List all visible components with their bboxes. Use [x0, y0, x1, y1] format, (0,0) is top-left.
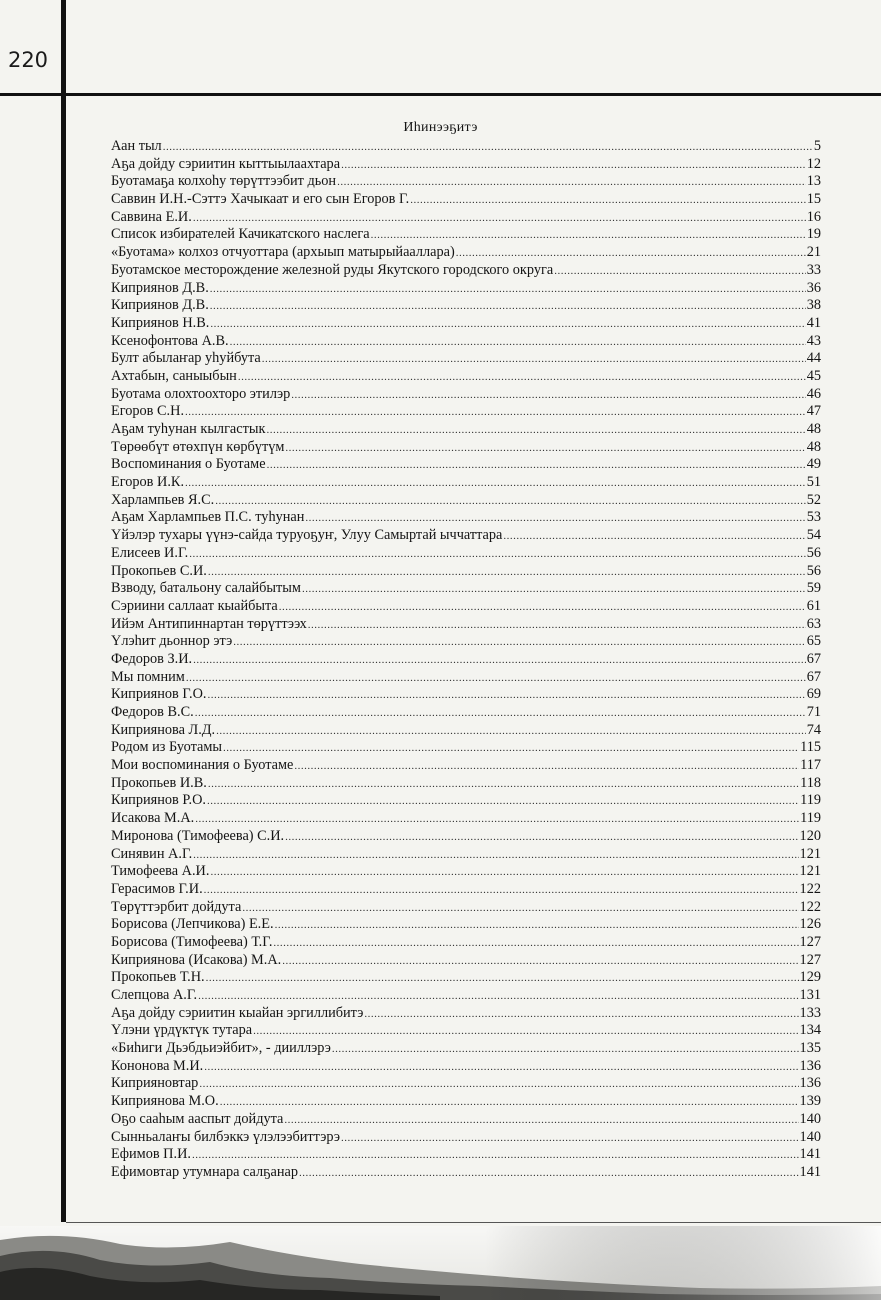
toc-leader-dots	[275, 917, 799, 934]
toc-entry-page: 136	[799, 1057, 821, 1074]
toc-entry-page: 118	[800, 774, 821, 791]
toc-entry	[111, 1075, 821, 1093]
toc-entry	[111, 244, 821, 262]
toc-entry-page: 63	[806, 615, 821, 632]
toc-leader-dots	[285, 440, 805, 457]
toc-entry	[111, 386, 821, 404]
toc-entry-title: Буотама олохтоохторо этилэр	[111, 385, 291, 402]
toc-entry-title: «Буотама» колхоз отчуоттара (архыып матырыйааллара)	[111, 244, 455, 261]
toc-entry-title: Киприяновтар	[111, 1075, 199, 1092]
toc-entry-page: 5	[813, 138, 821, 154]
toc-entry-page: 127	[799, 933, 821, 950]
toc-entry-title: Киприянов Г.О.	[111, 686, 207, 703]
toc-entry-title: Аҕа дойду сэриитин кыайан эргиллибитэ	[111, 1004, 364, 1021]
toc-entry	[111, 439, 821, 457]
toc-entry-title: Ахтабын, саныыбын	[111, 367, 237, 384]
toc-entry	[111, 757, 821, 775]
toc-entry-page: 127	[799, 951, 821, 968]
toc-entry	[111, 598, 821, 616]
toc-entry	[111, 616, 821, 634]
toc-leader-dots	[208, 564, 806, 581]
toc-leader-dots	[294, 758, 799, 775]
toc-entry-title: Егоров И.К.	[111, 474, 185, 491]
toc-entry	[111, 545, 821, 563]
toc-entry-title: Киприянова (Исакова) М.А.	[111, 951, 282, 968]
toc-entry	[111, 368, 821, 386]
toc-entry	[111, 527, 821, 545]
toc-leader-dots	[193, 210, 806, 227]
toc-entry-title: «Биһиги Дьэбдьиэйбит», - дииллэрэ	[111, 1040, 331, 1057]
toc-entry-page: 46	[806, 385, 821, 402]
toc-leader-dots	[332, 1041, 799, 1058]
toc-leader-dots	[195, 705, 806, 722]
toc-leader-dots	[185, 404, 806, 421]
toc-entry-page: 43	[806, 332, 821, 349]
toc-leader-dots	[299, 1165, 799, 1182]
toc-entry-page: 121	[799, 845, 821, 862]
toc-entry-page: 59	[806, 580, 821, 597]
toc-entry-page: 122	[799, 880, 821, 897]
toc-entry	[111, 209, 821, 227]
toc-leader-dots	[284, 1112, 798, 1129]
toc-entry-page: 61	[806, 597, 821, 614]
toc-entry-page: 119	[800, 810, 821, 827]
toc-entry-page: 54	[806, 527, 821, 544]
toc-leader-dots	[456, 245, 806, 262]
toc-entry-page: 141	[799, 1163, 821, 1180]
toc-entry-page: 56	[806, 562, 821, 579]
toc-entry-page: 136	[799, 1075, 821, 1092]
toc-entry	[111, 828, 821, 846]
toc-entry-page: 115	[800, 739, 821, 756]
toc-entry-page: 131	[799, 987, 821, 1003]
toc-entry-title: Киприянова Л.Д.	[111, 721, 216, 738]
toc-entry	[111, 633, 821, 651]
toc-entry	[111, 899, 821, 917]
toc-entry-page: 52	[806, 491, 821, 508]
toc-entry-title: Киприянова М.О.	[111, 1093, 219, 1110]
toc-entry-title: Исакова М.А.	[111, 810, 195, 827]
toc-entry	[111, 916, 821, 934]
toc-entry-title: Харлампьев Я.С.	[111, 491, 215, 508]
toc-entry-title: Борисова (Тимофеева) Т.Г.	[111, 933, 273, 950]
toc-entry-title: Воспоминания о Буотаме	[111, 456, 266, 473]
toc-entry-page: 15	[806, 191, 821, 208]
toc-leader-dots	[204, 882, 799, 899]
toc-entry-title: Булт абылаҥар уһуйбута	[111, 350, 261, 367]
toc-entry-title: Үйэлэр тухары үүнэ-сайда туруоҕуҥ, Улуу Самыртай ыччаттара	[111, 527, 503, 544]
toc-entry-title: Миронова (Тимофеева) С.И.	[111, 827, 285, 844]
toc-entry	[111, 651, 821, 669]
toc-leader-dots	[266, 422, 805, 439]
toc-entry-title: Үлэни үрдүктүк тутара	[111, 1022, 253, 1039]
toc-entry	[111, 846, 821, 864]
toc-entry	[111, 1146, 821, 1164]
toc-entry-title: Сынньалаҥы билбэккэ үлэлээбиттэрэ	[111, 1128, 341, 1145]
toc-entry-title: Аан тыл	[111, 138, 162, 154]
toc-entry	[111, 173, 821, 191]
toc-entry	[111, 863, 821, 881]
page-number: 220	[7, 48, 49, 72]
toc-entry-page: 33	[806, 261, 821, 278]
toc-leader-dots	[207, 687, 805, 704]
toc-leader-dots	[341, 1130, 799, 1147]
toc-entry-title: Синявин А.Г.	[111, 845, 193, 862]
toc-entry	[111, 1129, 821, 1147]
toc-entry-page: 140	[799, 1110, 821, 1127]
toc-entry	[111, 1040, 821, 1058]
toc-leader-dots	[242, 900, 798, 917]
toc-entry	[111, 881, 821, 899]
toc-entry-page: 12	[806, 155, 821, 172]
toc-entry-page: 71	[806, 704, 821, 720]
toc-leader-dots	[273, 935, 798, 952]
toc-entry-page: 122	[799, 898, 821, 915]
toc-entry	[111, 987, 821, 1005]
toc-entry-title: Федоров З.И.	[111, 650, 193, 667]
toc-leader-dots	[503, 528, 805, 545]
toc-entry-page: 133	[799, 1004, 821, 1021]
toc-entry-title: Мои воспоминания о Буотаме	[111, 757, 294, 774]
toc-leader-dots	[282, 953, 798, 970]
landscape-image	[0, 1226, 881, 1300]
toc-entry-title: Прокопьев И.В.	[111, 774, 207, 791]
toc-leader-dots	[302, 581, 806, 598]
toc-entry-page: 134	[799, 1022, 821, 1039]
toc-entry-page: 13	[806, 173, 821, 190]
toc-entry-title: Сэриини саллаат кыайбыта	[111, 597, 278, 614]
toc-leader-dots	[195, 811, 799, 828]
toc-entry-page: 65	[806, 633, 821, 650]
toc-leader-dots	[233, 634, 805, 651]
toc-leader-dots	[291, 387, 805, 404]
toc-entry-title: Буотамское месторождение железной руды Якутского городского округа	[111, 261, 554, 278]
toc-entry	[111, 810, 821, 828]
toc-entry-title: Ксенофонтова А.В.	[111, 332, 229, 349]
toc-leader-dots	[279, 599, 806, 616]
toc-leader-dots	[198, 988, 798, 1005]
toc-entry-page: 19	[806, 226, 821, 243]
toc-entry-title: Ефимов П.И.	[111, 1146, 191, 1163]
toc-leader-dots	[341, 157, 806, 174]
toc-entry-title: Аҕам туһунан кылгастык	[111, 421, 266, 437]
toc-entry-title: Список избирателей Качикатского наслега	[111, 226, 370, 243]
toc-entry	[111, 792, 821, 810]
toc-entry-page: 129	[799, 969, 821, 986]
toc-entry-page: 49	[806, 456, 821, 473]
toc-entry-page: 48	[806, 421, 821, 437]
toc-entry	[111, 297, 821, 315]
toc-leader-dots	[207, 793, 799, 810]
toc-entry-page: 51	[806, 474, 821, 491]
toc-entry-title: Прокопьев С.И.	[111, 562, 207, 579]
toc-entry-page: 74	[806, 721, 821, 738]
toc-leader-dots	[192, 1147, 799, 1164]
toc-entry-page: 36	[806, 279, 821, 296]
toc-leader-dots	[210, 864, 798, 881]
toc-entry	[111, 421, 821, 439]
toc-entry	[111, 350, 821, 368]
toc-entry-title: Киприянов Д.В.	[111, 279, 209, 296]
toc-entry-title: Ийэм Антипиннартан төрүттээх	[111, 615, 307, 632]
toc-entry-title: Ефимовтар утумнара салҕанар	[111, 1163, 298, 1180]
toc-entry	[111, 333, 821, 351]
toc-leader-dots	[230, 334, 806, 351]
toc-entry-page: 120	[799, 827, 821, 844]
toc-entry-page: 48	[806, 438, 821, 455]
toc-leader-dots	[210, 298, 806, 315]
toc-entry-title: Киприянов Д.В.	[111, 297, 209, 314]
toc-entry-title: Кононова М.И.	[111, 1057, 204, 1074]
toc-entry	[111, 191, 821, 209]
toc-entry-page: 135	[799, 1040, 821, 1057]
toc-entry	[111, 563, 821, 581]
toc-leader-dots	[216, 723, 806, 740]
toc-leader-dots	[204, 1059, 798, 1076]
toc-leader-dots	[193, 652, 806, 669]
toc-entry-title: Аҕа дойду сэриитин кыттыылаахтара	[111, 155, 341, 172]
toc-leader-dots	[285, 829, 798, 846]
toc-entry	[111, 669, 821, 687]
toc-entry-page: 140	[799, 1128, 821, 1145]
toc-entry-page: 139	[799, 1093, 821, 1110]
toc-leader-dots	[185, 475, 806, 492]
toc-entry	[111, 315, 821, 333]
toc-leader-dots	[208, 776, 799, 793]
toc-entry-page: 44	[806, 350, 821, 367]
toc-entry	[111, 722, 821, 740]
toc-entry-page: 67	[806, 650, 821, 667]
toc-entry	[111, 934, 821, 952]
toc-leader-dots	[308, 617, 806, 634]
toc-title: Иһинээҕитэ	[403, 120, 478, 135]
toc-leader-dots	[199, 1076, 798, 1093]
toc-entry-page: 121	[799, 863, 821, 880]
toc-leader-dots	[193, 847, 798, 864]
toc-entry-title: Герасимов Г.И.	[111, 880, 203, 897]
toc-entry-title: Саввин И.Н.-Сэттэ Хачыкаат и его сын Егоров Г.	[111, 191, 410, 208]
toc-entry	[111, 280, 821, 298]
toc-entry-title: Мы помним	[111, 668, 185, 685]
toc-entry-title: Киприянов Н.В.	[111, 314, 210, 331]
toc-entry	[111, 1022, 821, 1040]
toc-entry-page: 53	[806, 509, 821, 526]
toc-leader-dots	[410, 192, 805, 209]
toc-entry	[111, 403, 821, 421]
toc-leader-dots	[253, 1023, 798, 1040]
toc-entry	[111, 1093, 821, 1111]
toc-entry-title: Тимофеева А.И.	[111, 863, 210, 880]
toc-leader-dots	[238, 369, 806, 386]
toc-entry-page: 16	[806, 208, 821, 225]
toc-entry	[111, 226, 821, 244]
toc-entry-page: 38	[806, 297, 821, 314]
toc-entry-page: 69	[806, 686, 821, 703]
toc-entry	[111, 1058, 821, 1076]
toc-leader-dots	[206, 970, 799, 987]
toc-entry	[111, 492, 821, 510]
toc-leader-dots	[364, 1006, 798, 1023]
toc-entry-page: 126	[799, 916, 821, 933]
toc-entry	[111, 686, 821, 704]
toc-entry	[111, 138, 821, 156]
toc-entry	[111, 262, 821, 280]
toc-entry-title: Егоров С.Н.	[111, 403, 185, 420]
toc-leader-dots	[223, 740, 799, 757]
toc-entry-title: Слепцова А.Г.	[111, 987, 198, 1003]
toc-entry-title: Взводу, батальону салайбытым	[111, 580, 301, 597]
toc-entry-page: 141	[799, 1146, 821, 1163]
toc-entry-title: Оҕо сааһым ааспыт дойдута	[111, 1110, 284, 1127]
toc-entry-title: Елисеев И.Г.	[111, 544, 189, 561]
toc-leader-dots	[186, 670, 806, 687]
toc-entry-title: Федоров В.С.	[111, 704, 194, 720]
toc-leader-dots	[267, 457, 806, 474]
toc-entry-title: Прокопьев Т.Н.	[111, 969, 205, 986]
header-rule	[0, 93, 881, 96]
bottom-rule	[66, 1222, 881, 1223]
toc-entry	[111, 1111, 821, 1129]
toc-entry	[111, 509, 821, 527]
toc-entry-title: Борисова (Лепчикова) Е.Е.	[111, 916, 274, 933]
toc-leader-dots	[337, 174, 806, 191]
toc-leader-dots	[554, 263, 806, 280]
toc-entry-page: 119	[800, 792, 821, 809]
toc-entry	[111, 580, 821, 598]
toc-leader-dots	[220, 1094, 799, 1111]
toc-entry-title: Саввина Е.И.	[111, 208, 192, 225]
toc-list	[111, 138, 821, 1182]
toc-entry-title: Төрөөбүт өтөхпүн көрбүтүм	[111, 438, 285, 455]
toc-leader-dots	[305, 510, 805, 527]
toc-leader-dots	[189, 546, 806, 563]
toc-entry	[111, 156, 821, 174]
toc-leader-dots	[210, 281, 806, 298]
toc-entry-title: Родом из Буотамы	[111, 739, 223, 756]
toc-entry-title: Киприянов Р.О.	[111, 792, 206, 809]
toc-entry-page: 67	[806, 668, 821, 685]
toc-entry-page: 21	[806, 244, 821, 261]
toc-entry	[111, 1005, 821, 1023]
toc-entry-page: 41	[806, 314, 821, 331]
toc-entry	[111, 456, 821, 474]
toc-entry	[111, 739, 821, 757]
toc-entry-page: 47	[806, 403, 821, 420]
toc-entry-title: Төрүттэрбит дойдута	[111, 898, 242, 915]
toc-leader-dots	[262, 351, 806, 368]
toc-entry	[111, 474, 821, 492]
toc-entry	[111, 1164, 821, 1182]
toc-leader-dots	[215, 493, 805, 510]
toc-entry-page: 117	[800, 757, 821, 774]
toc-entry-title: Аҕам Харлампьев П.С. туһунан	[111, 509, 305, 526]
vertical-rule	[61, 0, 66, 1222]
toc-entry-page: 45	[806, 367, 821, 384]
toc-leader-dots	[371, 227, 806, 244]
toc-entry-title: Буотамаҕа колхоһу төрүттээбит дьон	[111, 173, 337, 190]
toc-entry	[111, 969, 821, 987]
toc-entry-title: Үлэһит дьоннор этэ	[111, 633, 233, 650]
toc-entry	[111, 952, 821, 970]
toc-entry-page: 56	[806, 544, 821, 561]
toc-leader-dots	[210, 316, 805, 333]
toc-entry	[111, 704, 821, 722]
toc-entry	[111, 775, 821, 793]
toc-leader-dots	[163, 139, 813, 156]
